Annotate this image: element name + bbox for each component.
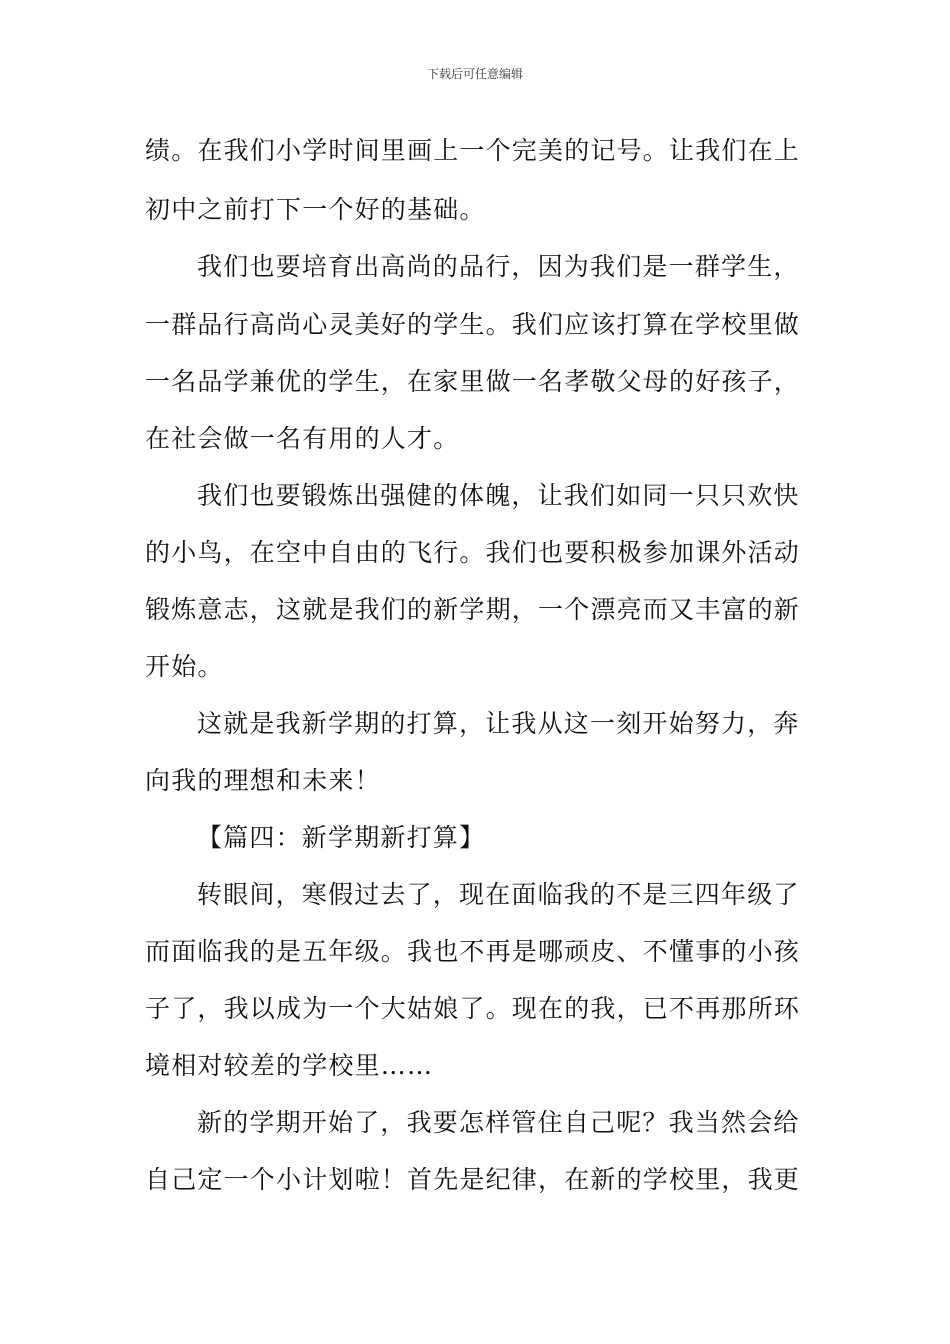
text-line: 一群品行高尚心灵美好的学生。我们应该打算在学校里做 xyxy=(145,310,801,339)
text-line: 而面临我的是五年级。我也不再是哪顽皮、不懂事的小孩 xyxy=(145,937,801,966)
paragraph-first-line: 我们也要培育出高尚的品行，因为我们是一群学生， xyxy=(197,252,800,281)
text-line: 一名品学兼优的学生，在家里做一名孝敬父母的好孩子， xyxy=(145,367,801,396)
paragraph-first-line: 新的学期开始了，我要怎样管住自己呢？我当然会给 xyxy=(197,1108,800,1137)
text-line: 境相对较差的学校里…… xyxy=(145,1051,434,1080)
text-line: 向我的理想和未来！ xyxy=(145,766,381,795)
text-line: 锻炼意志，这就是我们的新学期，一个漂亮而又丰富的新 xyxy=(145,595,801,624)
text-line: 初中之前打下一个好的基础。 xyxy=(145,195,486,224)
page-header: 下载后可任意编辑 xyxy=(426,67,523,81)
text-line: 的小鸟，在空中自由的飞行。我们也要积极参加课外活动 xyxy=(145,538,801,567)
text-line: 开始。 xyxy=(145,652,224,681)
paragraph-first-line: 这就是我新学期的打算，让我从这一刻开始努力，奔 xyxy=(197,709,800,738)
text-line: 子了，我以成为一个大姑娘了。现在的我，已不再那所环 xyxy=(145,994,801,1023)
text-line: 绩。在我们小学时间里画上一个完美的记号。让我们在上 xyxy=(145,136,801,165)
text-line: 在社会做一名有用的人才。 xyxy=(145,424,460,453)
paragraph-first-line: 我们也要锻炼出强健的体魄，让我们如同一只只欢快 xyxy=(197,481,800,510)
text-line: 自己定一个小计划啦！首先是纪律，在新的学校里，我更 xyxy=(145,1165,801,1194)
section-heading: 【篇四：新学期新打算】 xyxy=(197,823,486,852)
paragraph-first-line: 转眼间，寒假过去了，现在面临我的不是三四年级了 xyxy=(197,880,800,909)
